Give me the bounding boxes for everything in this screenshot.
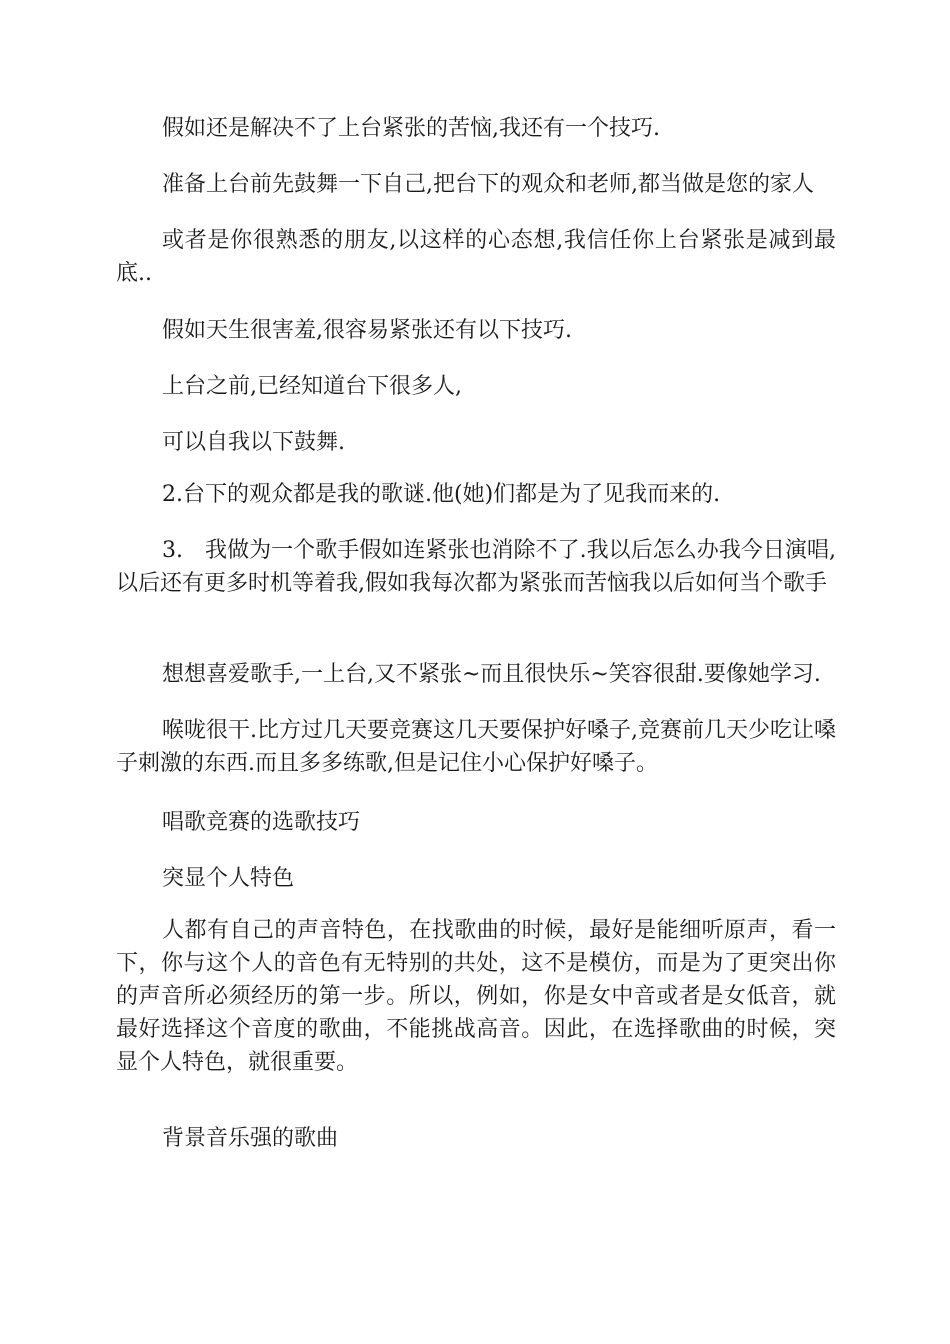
paragraph-8: 3. 我做为一个歌手假如连紧张也消除不了.我以后怎么办我今日演唱,以后还有更多时机等着我,假如我每次都为紧张而苦恼我以后如何当个歌手: [116, 538, 836, 596]
paragraph-6: 可以自我以下鼓舞.: [162, 430, 345, 455]
paragraph-4: 假如天生很害羞,很容易紧张还有以下技巧.: [162, 318, 572, 343]
paragraph-3: 或者是你很熟悉的朋友,以这样的心态想,我信任你上台紧张是减到最底..: [116, 228, 836, 286]
paragraph-7: 2.台下的观众都是我的歌谜.他(她)们都是为了见我而来的.: [162, 482, 721, 507]
paragraph-1: 假如还是解决不了上台紧张的苦恼,我还有一个技巧.: [162, 116, 660, 141]
paragraph-5: 上台之前,已经知道台下很多人,: [162, 374, 462, 399]
paragraph-12: 突显个人特色: [162, 866, 295, 891]
paragraph-11: 唱歌竞赛的选歌技巧: [162, 810, 361, 835]
paragraph-2: 准备上台前先鼓舞一下自己,把台下的观众和老师,都当做是您的家人: [162, 172, 814, 197]
paragraph-14: 背景音乐强的歌曲: [162, 1126, 339, 1151]
paragraph-9: 想想喜爱歌手,一上台,又不紧张~而且很快乐~笑容很甜.要像她学习.: [162, 662, 821, 687]
paragraph-13: 人都有自己的声音特色，在找歌曲的时候，最好是能细听原声，看一下，你与这个人的音色有无特别的共处，这不是模仿，而是为了更突出你的声音所必须经历的第一步。所以，例如，你是女中音或者是女低音，就最好选择这个音度的歌曲，不能挑战高音。因此，在选择歌曲的时候，突显个人特色，就很重要。: [116, 918, 836, 1075]
paragraph-10: 喉咙很干.比方过几天要竞赛这几天要保护好嗓子,竞赛前几天少吃让嗓子刺激的东西.而且多多练歌,但是记住小心保护好嗓子。: [116, 718, 836, 776]
